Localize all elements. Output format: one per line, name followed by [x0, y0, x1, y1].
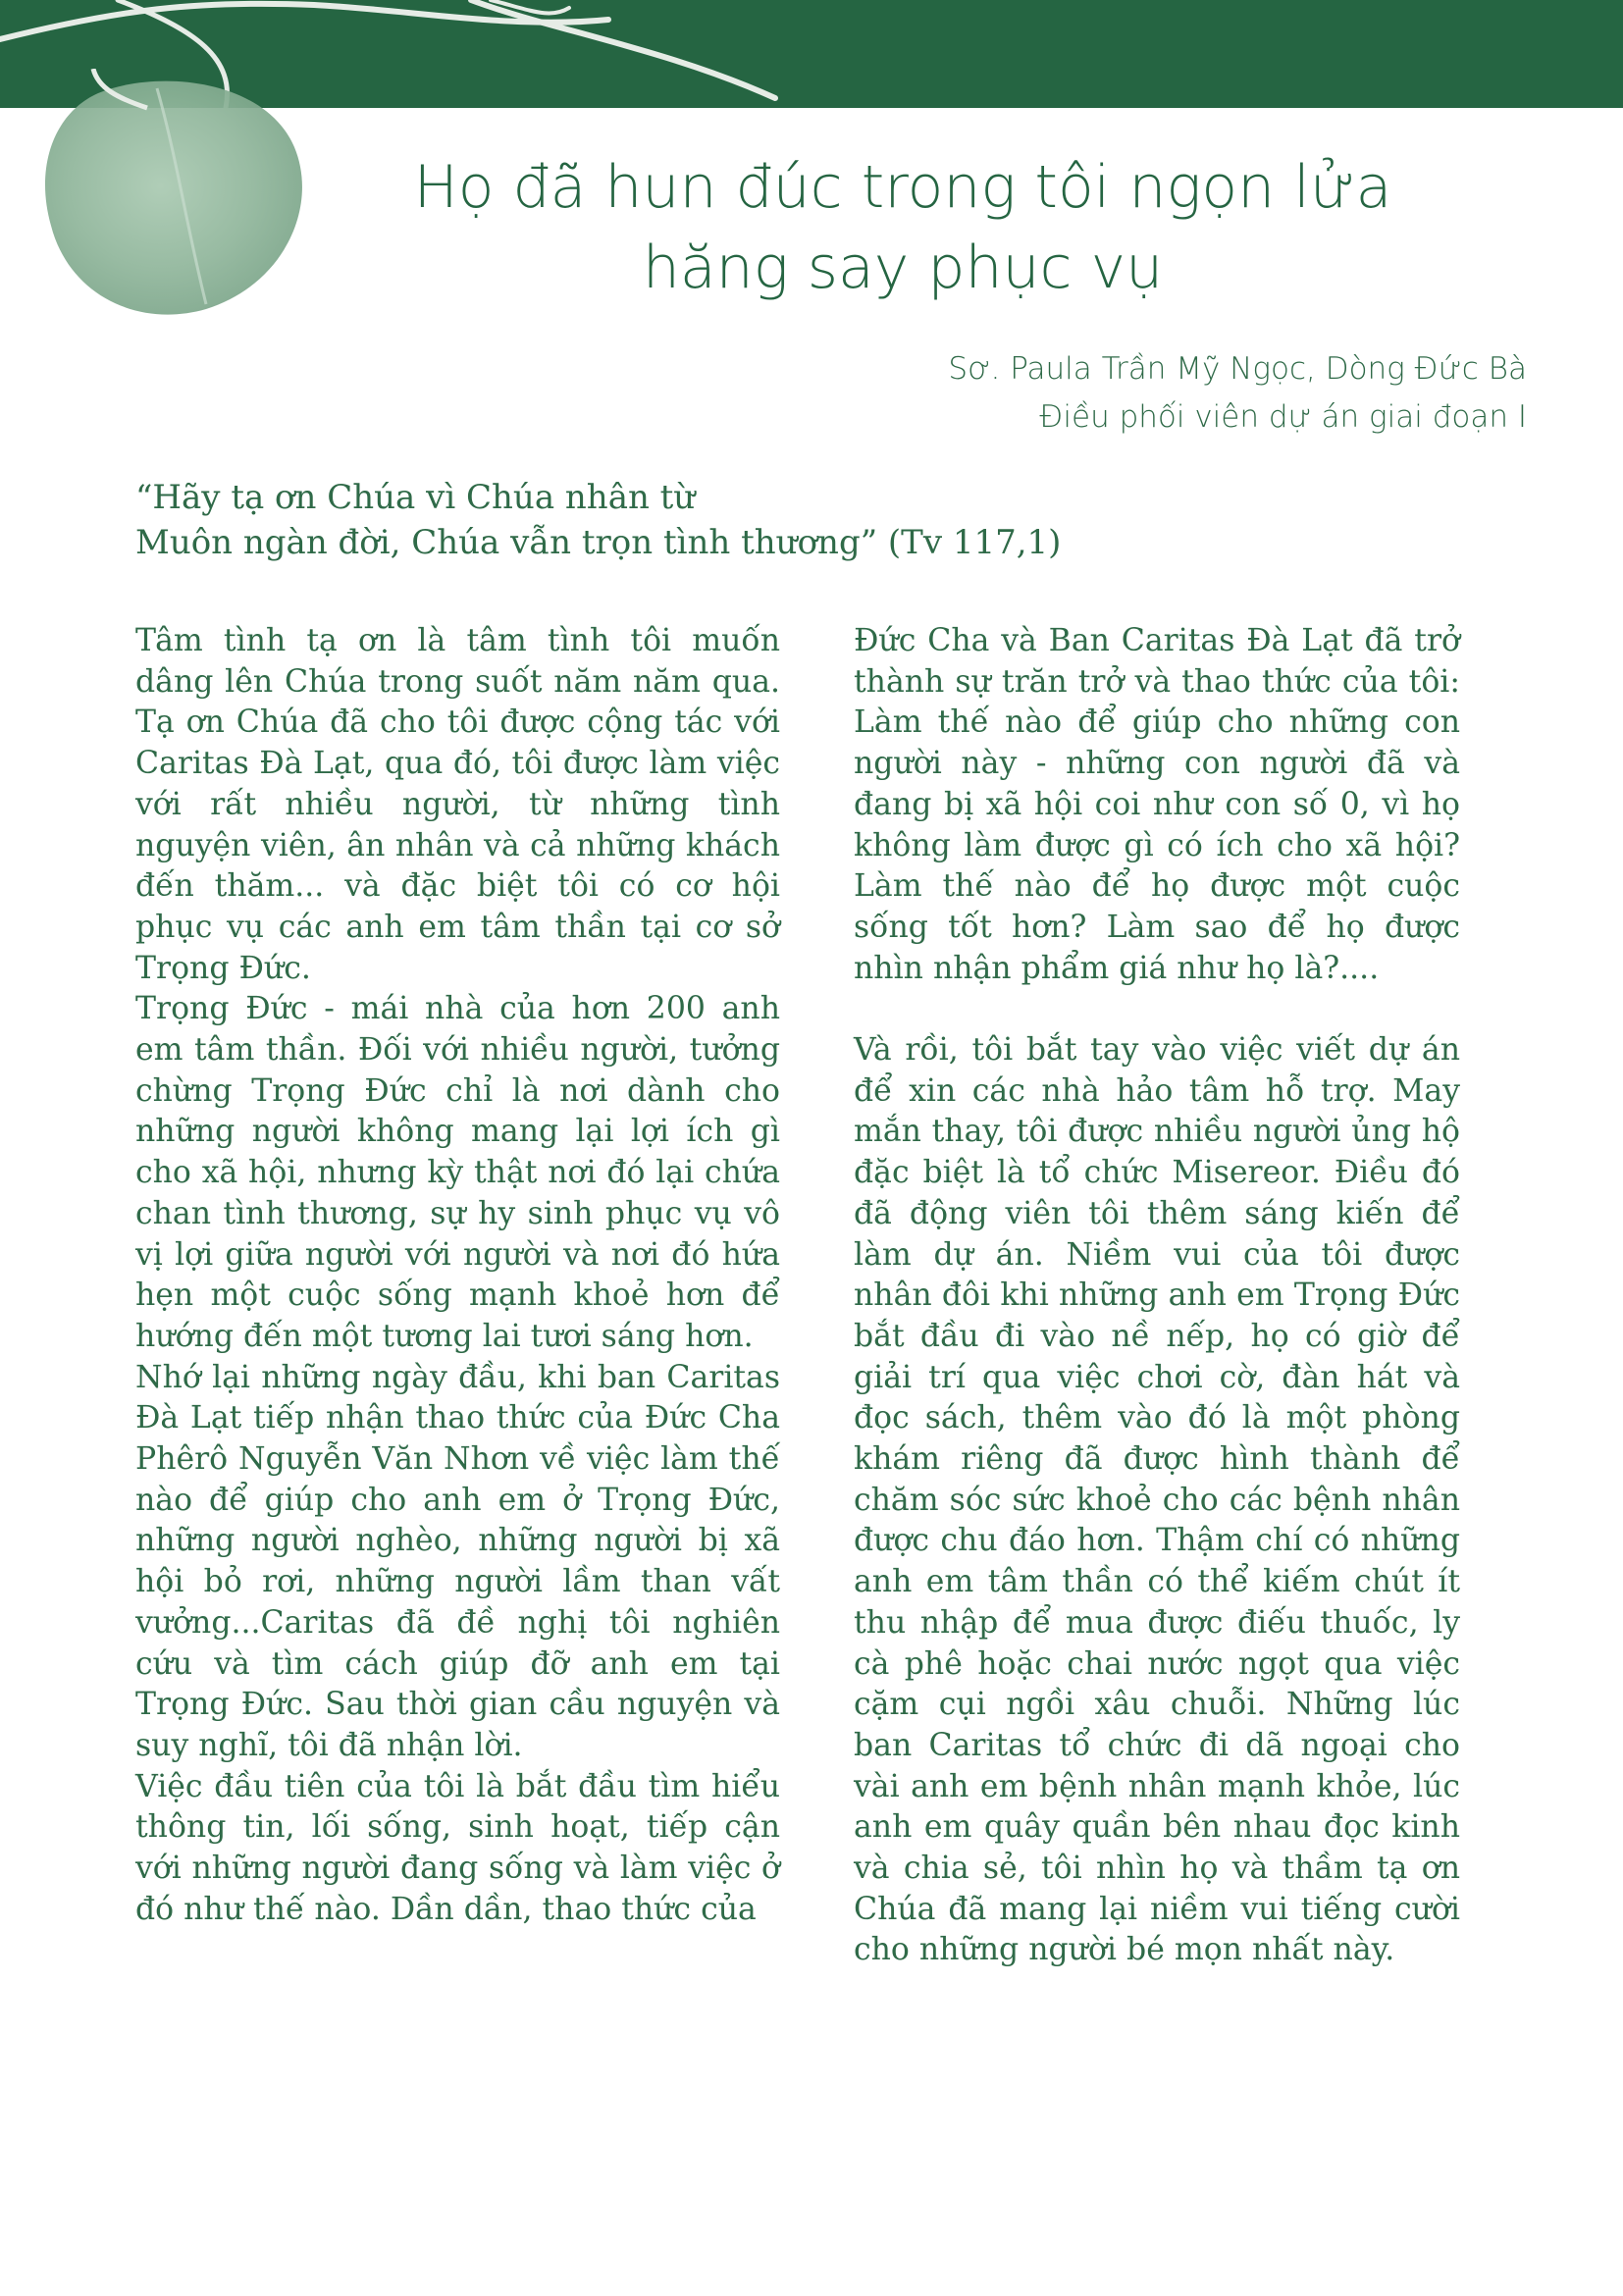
eucalyptus-leaf-icon — [39, 69, 314, 324]
quote-line-1: “Hãy tạ ơn Chúa vì Chúa nhân từ — [135, 478, 696, 517]
author-name: Sơ. Paula Trần Mỹ Ngọc, Dòng Đức Bà — [948, 351, 1527, 387]
left-column — [135, 621, 780, 1931]
paragraph: Đức Cha và Ban Caritas Đà Lạt đã trở thành sự trăn trở và thao thức của tôi: Làm thế nào để giúp cho những con người này - những con người đã và đang bị xã hội coi như con số 0, vì họ không làm được gì có ích cho xã hội? Làm thế nào để họ được một cuộc sống tốt hơn? Làm sao để họ được nhìn nhận phẩm giá như họ là?.... — [854, 623, 1460, 986]
author-role: Điều phối viên dự án giai đoạn I — [1039, 399, 1527, 435]
author-block — [644, 345, 1527, 442]
paragraph: Tâm tình tạ ơn là tâm tình tôi muốn dâng lên Chúa trong suốt năm năm qua. Tạ ơn Chúa đã cho tôi được cộng tác với Caritas Đà Lạt, qua đó, tôi được làm việc với rất nhiều người, từ những tình nguyện viên, ân nhân và cả những khách đến thăm... và đặc biệt tôi có cơ hội phục vụ các anh em tâm thần tại cơ sở Trọng Đức. — [135, 623, 780, 986]
paragraph: Việc đầu tiên của tôi là bắt đầu tìm hiểu thông tin, lối sống, sinh hoạt, tiếp cận với những người đang sống và làm việc ở đó như thế nào. Dần dần, thao thức của — [135, 1768, 780, 1927]
paragraph: Và rồi, tôi bắt tay vào việc viết dự án để xin các nhà hảo tâm hỗ trợ. May mắn thay, tôi được nhiều người ủng hộ đặc biệt là tổ chức Misereor. Điều đó đã động viên tôi thêm sáng kiến để làm dự án. Niềm vui của tôi được nhân đôi khi những anh em Trọng Đức bắt đầu đi vào nề nếp, họ có giờ để giải trí qua việc chơi cờ, đàn hát và đọc sách, thêm vào đó là một phòng khám riêng đã được hình thành để chăm sóc sức khoẻ cho các bệnh nhân được chu đáo hơn. Thậm chí có những anh em tâm thần có thể kiếm chút ít thu nhập để mua được điếu thuốc, ly cà phê hoặc chai nước ngọt qua việc cặm cụi ngồi xâu chuỗi. Những lúc ban Caritas tổ chức đi dã ngoại cho vài anh em bệnh nhân mạnh khỏe, lúc anh em quây quần bên nhau đọc kinh và chia sẻ, tôi nhìn họ và thầm tạ ơn Chúa đã mang lại niềm vui tiếng cười cho những người bé mọn nhất này. — [854, 1032, 1460, 1968]
paragraph: Nhớ lại những ngày đầu, khi ban Caritas Đà Lạt tiếp nhận thao thức của Đức Cha Phêrô Nguyễn Văn Nhơn về việc làm thế nào để giúp cho anh em ở Trọng Đức, những người nghèo, những người bị xã hội bỏ rơi, những người lầm than vất vưởng...Caritas đã đề nghị tôi nghiên cứu và tìm cách giúp đỡ anh em tại Trọng Đức. Sau thời gian cầu nguyện và suy nghĩ, tôi đã nhận lời. — [135, 1359, 780, 1763]
right-column — [854, 621, 1460, 1971]
page-title: Họ đã hun đúc trong tôi ngọn lửa hăng say phục vụ — [413, 153, 1392, 302]
scripture-quote — [135, 475, 1411, 565]
paragraph: Trọng Đức - mái nhà của hơn 200 anh em tâm thần. Đối với nhiều người, tưởng chừng Trọng Đức chỉ là nơi dành cho những người không mang lại lợi ích gì cho xã hội, nhưng kỳ thật nơi đó lại chứa chan tình thương, sự hy sinh phục vụ vô vị lợi giữa người với người và nơi đó hứa hẹn một cuộc sống mạnh khoẻ hơn để hướng đến một tương lai tươi sáng hơn. — [135, 991, 780, 1354]
quote-line-2: Muôn ngàn đời, Chúa vẫn trọn tình thương” (Tv 117,1) — [135, 523, 1062, 562]
